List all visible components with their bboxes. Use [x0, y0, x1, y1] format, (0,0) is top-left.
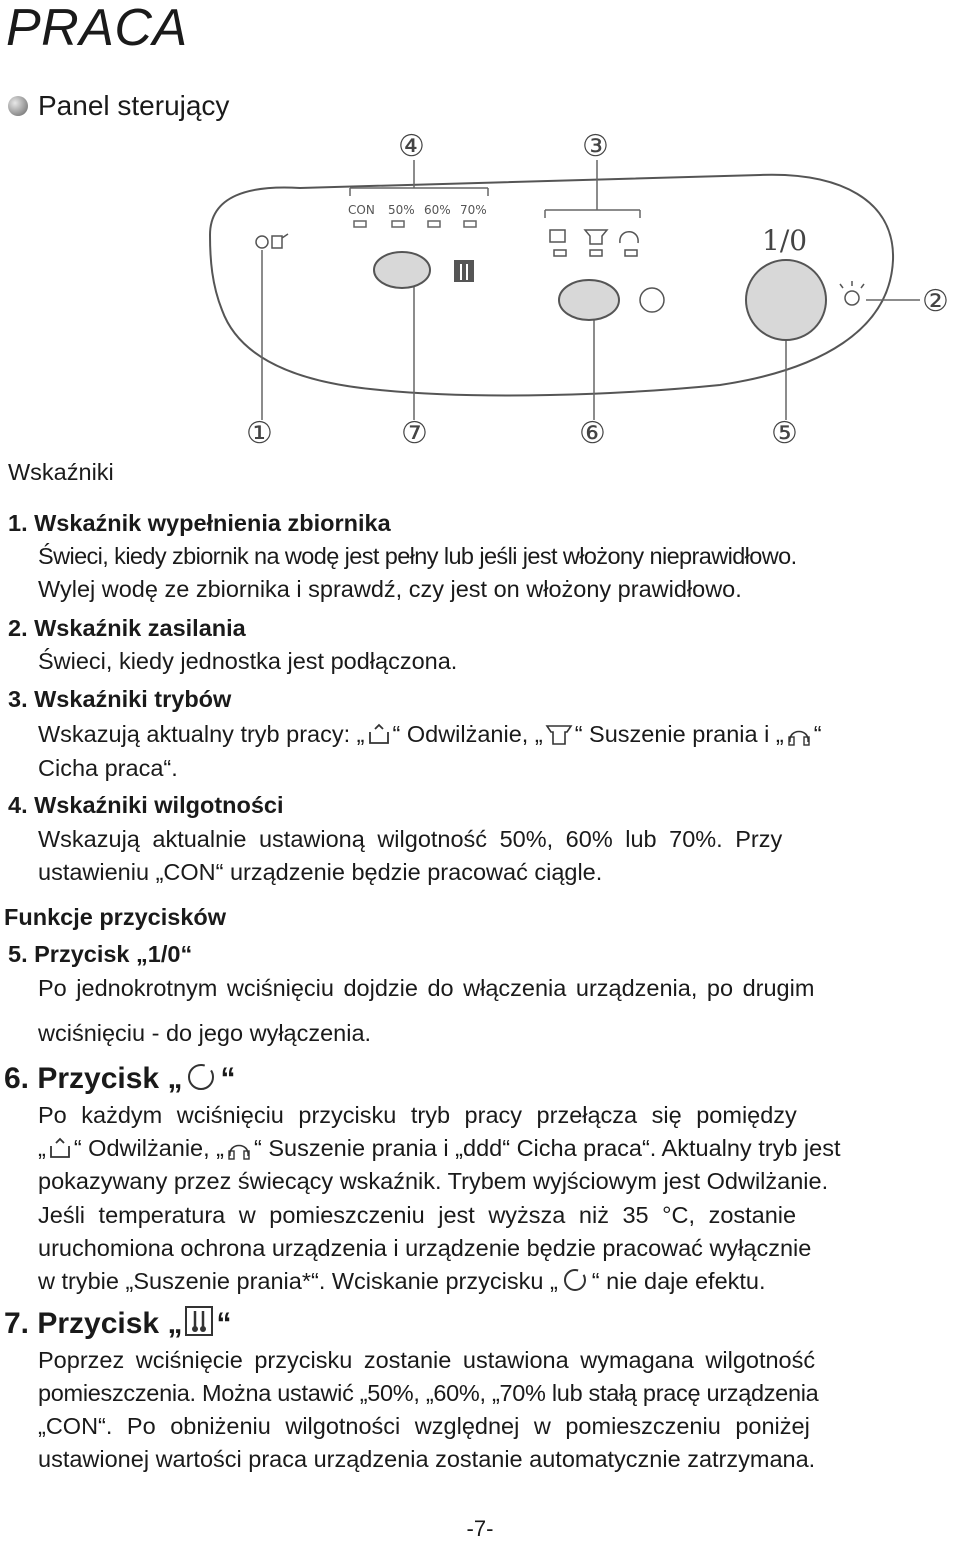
section-heading-text: Panel sterujący	[38, 90, 230, 121]
button-7-line-3: „CON“. Po obniżeniu wilgotności względnej w pomieszczeniu poniżej	[38, 1413, 810, 1439]
silent-icon	[786, 722, 812, 746]
mode-cycle-icon	[560, 1267, 590, 1293]
humidity-led-60	[428, 221, 440, 227]
tank-icon	[272, 234, 288, 248]
indicator-3-text-a: Wskazują aktualny tryb pracy: „	[38, 721, 365, 747]
button-5-line-1: Po jednokrotnym wciśnięciu dojdzie do włączenia urządzenia, po drugim	[38, 975, 815, 1001]
indicator-4-title: 4. Wskaźniki wilgotności	[8, 792, 284, 818]
button-6-line-4: Jeśli temperatura w pomieszczeniu jest wyższa niż 35 °C, zostanie	[38, 1202, 797, 1228]
mode-cycle-icon	[184, 1062, 218, 1092]
indicator-1-line-2: Wylej wodę ze zbiornika i sprawdź, czy jest on włożony prawidłowo.	[38, 576, 742, 602]
indicator-2-line-1: Świeci, kiedy jednostka jest podłączona.	[38, 648, 458, 674]
indicator-3-line-1	[38, 718, 822, 751]
mode-led-3	[625, 250, 637, 256]
button-6-line-2-c: “ Suszenie prania i „ddd“ Cicha praca“. Aktualny tryb jest	[254, 1135, 841, 1161]
indicator-4-line-2: ustawieniu „CON“ urządzenie będzie pracować ciągle.	[38, 859, 603, 885]
indicator-3-text-b: “ Odwilżanie, „	[392, 721, 543, 747]
page-number: -7-	[466, 1516, 494, 1541]
callout-3: ③	[582, 129, 609, 164]
button-7-line-4: ustawionej wartości praca urządzenia zostanie automatycznie zatrzymana.	[38, 1446, 816, 1472]
button-6-line-3: pokazywany przez świecący wskaźnik. Trybem wyjściowym jest Odwilżanie.	[38, 1168, 829, 1194]
defrost-icon	[48, 1136, 72, 1160]
mode-button	[559, 280, 619, 320]
indicator-3-line-2: Cicha praca“.	[38, 755, 178, 781]
indicator-3-title: 3. Wskaźniki trybów	[8, 686, 232, 712]
indicator-2-title: 2. Wskaźnik zasilania	[8, 615, 246, 641]
button-5-title: 5. Przycisk „1/0“	[8, 941, 193, 967]
laundry-mode-icon	[585, 230, 607, 244]
humidity-button	[374, 252, 430, 288]
power-button	[746, 260, 826, 340]
button-6-line-2-a: „	[38, 1135, 46, 1161]
callout-1: ①	[246, 416, 273, 450]
bullet-icon	[8, 96, 28, 116]
power-led-icon	[845, 291, 859, 305]
button-5-line-2: wciśnięciu - do jego wyłączenia.	[38, 1020, 372, 1046]
humidity-label-con: CON	[348, 203, 375, 217]
control-panel-diagram	[0, 125, 960, 450]
silent-icon	[226, 1136, 252, 1160]
humidity-label-50: 50%	[388, 203, 415, 217]
mode-led-2	[590, 250, 602, 256]
functions-heading: Funkcje przycisków	[4, 904, 227, 930]
button-6-line-6	[38, 1265, 766, 1298]
callout-6: ⑥	[579, 416, 606, 450]
page-title: PRACA	[6, 0, 188, 57]
button-7-line-1: Poprzez wciśnięcie przycisku zostanie ustawiona wymagana wilgotność	[38, 1347, 816, 1373]
humidity-led-70	[464, 221, 476, 227]
button-6-line-2-b: “ Odwilżanie, „	[73, 1135, 225, 1161]
silent-mode-icon	[620, 232, 638, 243]
button-6-line-6-a: w trybie „Suszenie prania*“. Wciskanie przycisku „	[38, 1268, 558, 1294]
power-label: 1/0	[762, 224, 808, 257]
mode-button-ring	[640, 288, 664, 312]
humidity-label-70: 70%	[460, 203, 487, 217]
button-7-title	[4, 1305, 231, 1343]
button-6-title	[4, 1060, 235, 1098]
callout-7: ⑦	[401, 416, 428, 450]
button-6-line-6-b: “ nie daje efektu.	[591, 1268, 766, 1294]
indicator-3-text-d: “	[813, 721, 822, 747]
callout-2: ②	[922, 284, 949, 319]
humidity-led-con	[354, 221, 366, 227]
button-7-title-b: “	[216, 1307, 232, 1340]
defrost-icon	[367, 722, 391, 746]
button-6-title-a: 6. Przycisk „	[4, 1062, 183, 1095]
callout-4: ④	[398, 129, 425, 164]
callout-5: ⑤	[771, 416, 798, 450]
indicator-1-line-1: Świeci, kiedy zbiornik na wodę jest pełny lub jeśli jest włożony nieprawidłowo.	[38, 543, 797, 569]
button-6-line-2	[38, 1132, 840, 1165]
indicator-1-title: 1. Wskaźnik wypełnienia zbiornika	[8, 510, 391, 536]
laundry-icon	[545, 722, 573, 746]
indicators-heading: Wskaźniki	[8, 459, 114, 485]
mode-led-1	[554, 250, 566, 256]
defrost-mode-icon	[550, 230, 565, 242]
button-7-title-a: 7. Przycisk „	[4, 1307, 183, 1340]
button-7-line-2: pomieszczenia. Można ustawić „50%, „60%, „70% lub stałą pracę urządzenia	[38, 1380, 819, 1406]
indicator-3-text-c: “ Suszenie prania i „	[574, 721, 784, 747]
humidity-led-50	[392, 221, 404, 227]
humidity-label-60: 60%	[424, 203, 451, 217]
section-heading	[8, 88, 229, 124]
indicator-4-line-1: Wskazują aktualnie ustawioną wilgotność 50%, 60% lub 70%. Przy	[38, 826, 783, 852]
button-6-line-5: uruchomiona ochrona urządzenia i urządzenie będzie pracować wyłącznie	[38, 1235, 812, 1261]
tank-full-led	[256, 236, 268, 248]
button-6-title-b: “	[220, 1062, 236, 1095]
humidity-icon	[184, 1305, 214, 1337]
button-6-line-1: Po każdym wciśnięciu przycisku tryb pracy przełącza się pomiędzy	[38, 1102, 797, 1128]
humidity-button-icon	[454, 260, 474, 282]
